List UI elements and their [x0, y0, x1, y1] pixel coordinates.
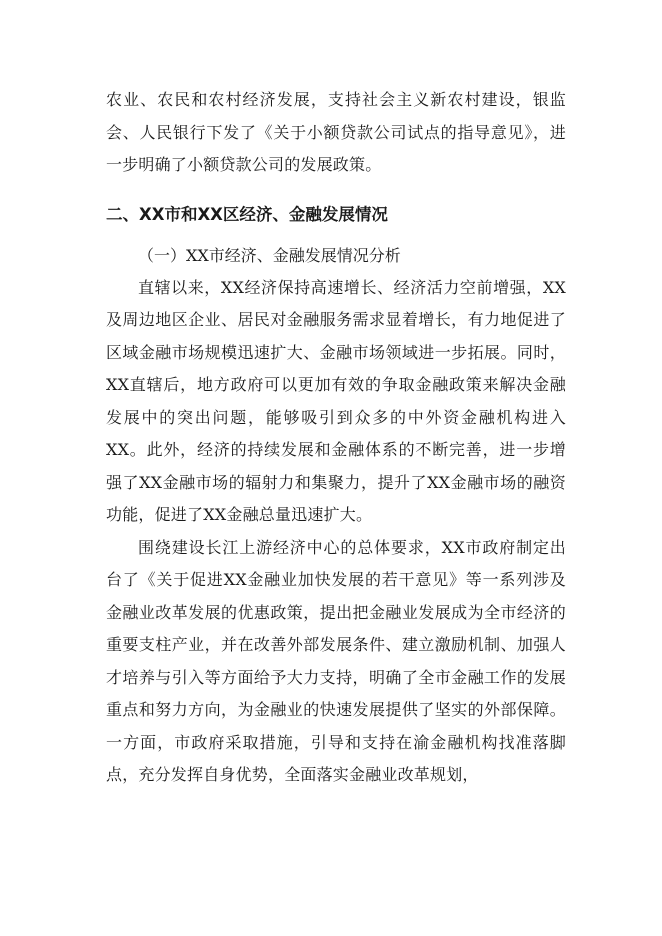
section-heading: 二、XX市和XX区经济、金融发展情况 — [106, 204, 388, 224]
body-paragraph-2: 围绕建设长江上游经济中心的总体要求，XX市政府制定出台了《关于促进XX金融业加快发展的若干意见》等一系列涉及金融业改革发展的优惠政策，提出把金融业发展成为全市经济的重要支柱产业，并在改善外部发展条件、建立激励机制、加强人才培养与引入等方面给予大力支持，明确了全市金融工作的发展重点和努力方向，为金融业的快速发展提供了坚实的外部保障。一方面，市政府采取措施，引导和支持在渝金融机构找准落脚点，充分发挥自身优势，全面落实金融业改革规划， — [106, 537, 566, 784]
document-page — [106, 84, 566, 792]
body-paragraph-1: 直辖以来，XX经济保持高速增长、经济活力空前增强，XX及周边地区企业、居民对金融服务需求显着增长，有力地促进了区域金融市场规模迅速扩大、金融市场领域进一步拓展。同时，XX直辖后，地方政府可以更加有效的争取金融政策来解决金融发展中的突出问题，能够吸引到众多的中外资金融机构进入XX。此外，经济的持续发展和金融体系的不断完善，进一步增强了XX金融市场的辐射力和集聚力，提升了XX金融市场的融资功能，促进了XX金融总量迅速扩大。 — [106, 277, 566, 524]
intro-paragraph: 农业、农民和农村经济发展，支持社会主义新农村建设，银监会、人民银行下发了《关于小额贷款公司试点的指导意见》，进一步明确了小额贷款公司的发展政策。 — [106, 90, 566, 174]
subsection-heading: （一）XX市经济、金融发展情况分析 — [138, 245, 401, 265]
